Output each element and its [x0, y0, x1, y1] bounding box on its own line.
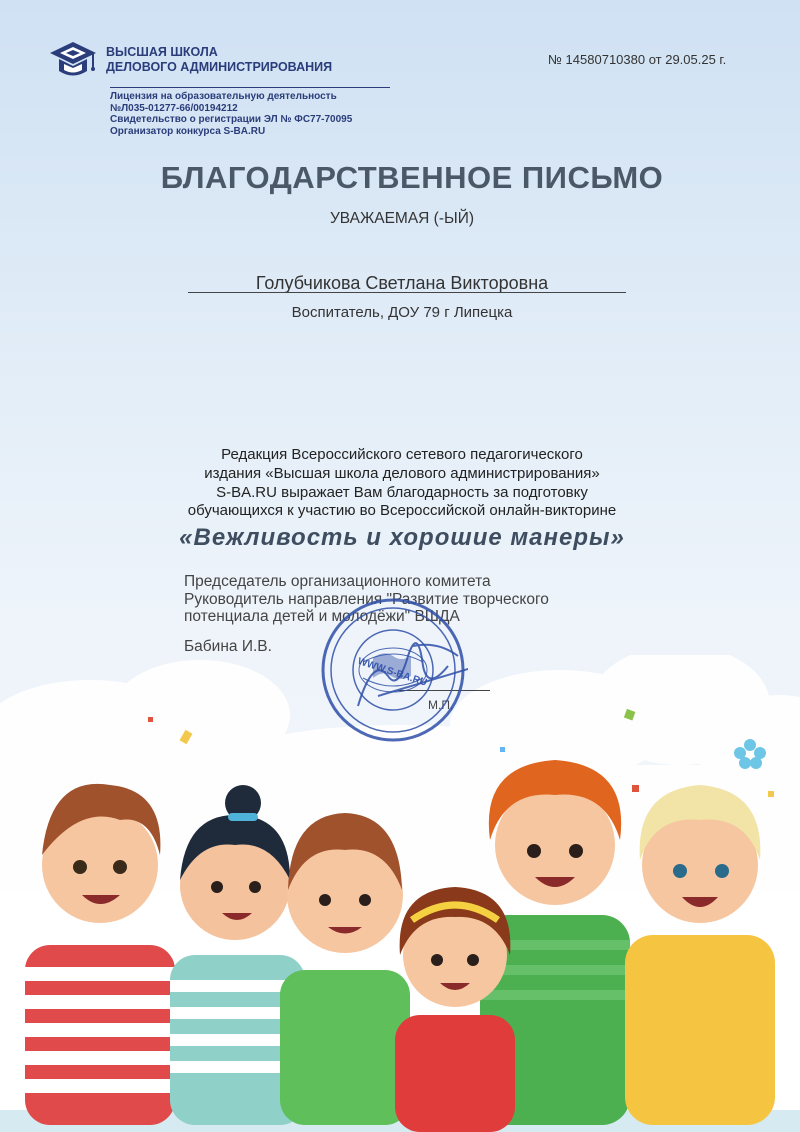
recipient-name: Голубчикова Светлана Викторовна — [255, 273, 549, 293]
signatory-name: Бабина И.В. — [184, 638, 272, 655]
official-stamp-icon — [318, 596, 468, 744]
seal-label: М.П. — [428, 698, 454, 712]
signatory-title-line1: Председатель организационного комитета — [184, 573, 491, 590]
body-line: Редакция Всероссийского сетевого педагогического — [221, 446, 583, 463]
graduation-cap-icon — [48, 38, 98, 82]
document-number: № 14580710380 от 29.05.25 г. — [548, 52, 727, 67]
contest-name: «Вежливость и хорошие манеры» — [179, 524, 625, 551]
body-line: издания «Высшая школа делового администрирования» — [204, 464, 600, 482]
child-figure-6 — [625, 785, 775, 1125]
license-number: №Л035-01277-66/00194212 — [110, 102, 238, 114]
body-line: обучающихся к участию во Всероссийской онлайн-викторине — [187, 502, 617, 520]
header — [48, 38, 390, 137]
header-divider — [110, 87, 390, 88]
child-figure-1 — [25, 784, 175, 1125]
org-name-line2: ДЕЛОВОГО АДМИНИСТРИРОВАНИЯ — [106, 60, 333, 74]
stamp-center-text: WWW.S-BA.RU — [356, 655, 429, 689]
signatory-title-line3: потенциала детей и молодёжи" ВШДА — [184, 608, 460, 625]
organizer-text: Организатор конкурса S-BA.RU — [110, 125, 266, 137]
body-text — [0, 446, 800, 521]
recipient-underline — [188, 292, 626, 293]
salutation: УВАЖАЕМАЯ (-ЫЙ) — [329, 210, 475, 227]
organization-name — [106, 45, 332, 75]
org-name-line1: ВЫСШАЯ ШКОЛА — [106, 45, 218, 59]
license-text: Лицензия на образовательную деятельность — [110, 91, 337, 102]
body-line: S-BA.RU выражает Вам благодарность за подготовку — [216, 483, 588, 501]
page-title: БЛАГОДАРСТВЕННОЕ ПИСЬМО — [160, 160, 664, 195]
recipient-position: Воспитатель, ДОУ 79 г Липецка — [291, 304, 513, 321]
logo-row — [48, 38, 390, 82]
signatory-title-line2: Руководитель направления "Развитие творческого — [184, 590, 549, 608]
registration-text: Свидетельство о регистрации ЭЛ № ФС77-70095 — [110, 114, 353, 125]
